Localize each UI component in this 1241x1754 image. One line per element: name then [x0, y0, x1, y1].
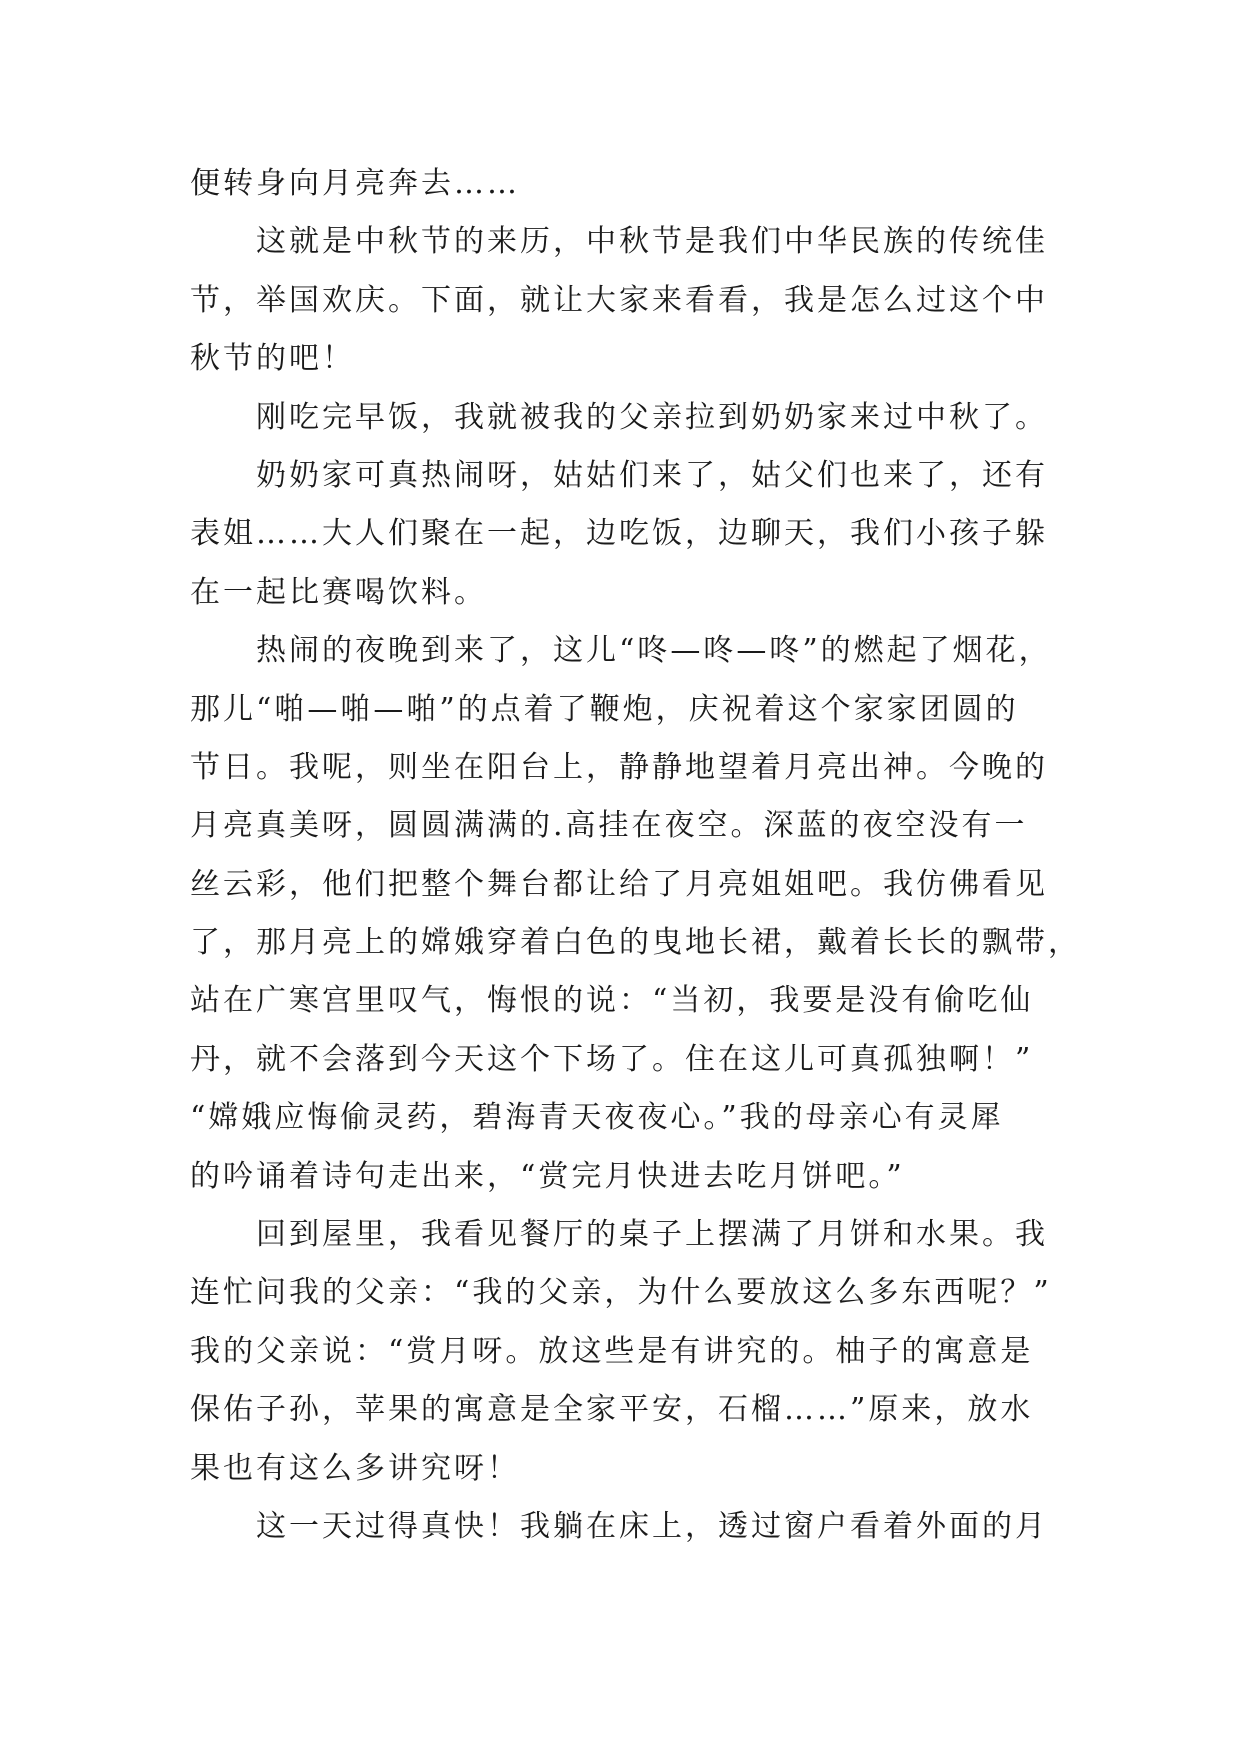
text-line: 丝云彩，他们把整个舞台都让给了月亮姐姐吧。我仿佛看见 [190, 866, 1048, 902]
text-line: 刚吃完早饭，我就被我的父亲拉到奶奶家来过中秋了。 [190, 399, 1048, 435]
text-line: 我的父亲说：“赏月呀。放这些是有讲究的。柚子的寓意是 [190, 1333, 1034, 1369]
text-line: 热闹的夜晚到来了，这儿“咚—咚—咚”的燃起了烟花， [190, 633, 1052, 669]
text-line: 了，那月亮上的嫦娥穿着白色的曳地长裙，戴着长长的飘带， [190, 925, 1081, 961]
text-line: 月亮真美呀，圆圆满满的.高挂在夜空。深蓝的夜空没有一 [190, 808, 1028, 844]
text-line: 便转身向月亮奔去…… [190, 166, 520, 201]
text-line: 节，举国欢庆。下面，就让大家来看看，我是怎么过这个中 [190, 282, 1048, 318]
text-line: 回到屋里，我看见餐厅的桌子上摆满了月饼和水果。我 [190, 1217, 1048, 1253]
text-line: 在一起比赛喝饮料。 [190, 574, 487, 610]
text-line: 表姐……大人们聚在一起，边吃饭，边聊天，我们小孩子躲 [190, 516, 1048, 552]
text-line: 秋节的吧！ [190, 341, 355, 377]
text-line: 保佑子孙，苹果的寓意是全家平安，石榴……”原来，放水 [190, 1392, 1034, 1428]
text-line: 果也有这么多讲究呀！ [190, 1450, 520, 1486]
text-line: 奶奶家可真热闹呀，姑姑们来了，姑父们也来了，还有 [190, 457, 1048, 493]
text-line: 那儿“啪—啪—啪”的点着了鞭炮，庆祝着这个家家团圆的 [190, 691, 1019, 727]
text-line: 的吟诵着诗句走出来，“赏完月快进去吃月饼吧。” [190, 1158, 905, 1194]
text-line: 站在广寒宫里叹气，悔恨的说：“当初，我要是没有偷吃仙 [190, 983, 1034, 1019]
text-line: 节日。我呢，则坐在阳台上，静静地望着月亮出神。今晚的 [190, 749, 1048, 785]
text-line: 连忙问我的父亲：“我的父亲，为什么要放这么多东西呢？” [190, 1275, 1052, 1311]
text-line: 丹，就不会落到今天这个下场了。住在这儿可真孤独啊！” [190, 1041, 1034, 1077]
text-line: “嫦娥应悔偷灵药，碧海青天夜夜心。”我的母亲心有灵犀 [190, 1100, 1004, 1136]
text-line: 这就是中秋节的来历，中秋节是我们中华民族的传统佳 [190, 224, 1048, 260]
body-text [190, 155, 1081, 1556]
text-line: 这一天过得真快！我躺在床上，透过窗户看着外面的月 [190, 1508, 1048, 1544]
